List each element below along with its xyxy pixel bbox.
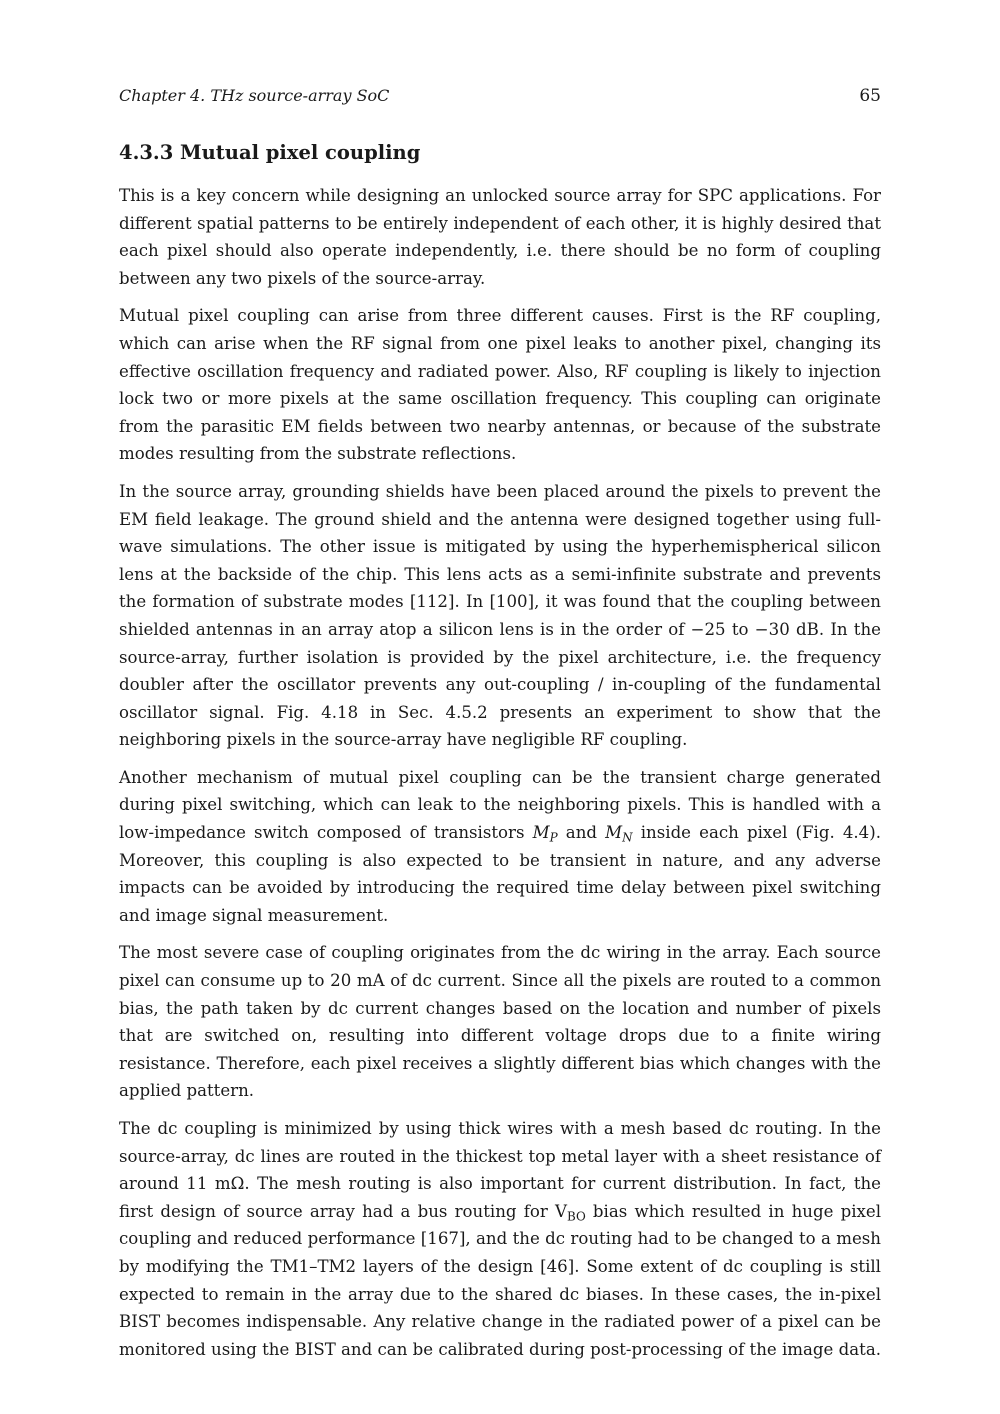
paragraph-4-text-b: and bbox=[557, 823, 606, 843]
transistor-mp-subscript: P bbox=[549, 830, 558, 845]
transistor-mn-symbol: M bbox=[605, 823, 623, 843]
paragraph-1: This is a key concern while designing an unlocked source array for SPC applications. For different spatial patterns to be entirely independent of each other, it is highly desired that each pixel should also operate independently, i.e. there should be no form of coupling between any two pixels of the source-array. bbox=[119, 186, 881, 288]
paragraph-4-text-a: Another mechanism of mutual pixel coupling can be the transient charge generated during pixel switching, which can leak to the neighboring pixels. This is handled with a low-impedance switch composed of transistors bbox=[119, 767, 881, 843]
pixel-current-value: 20 mA bbox=[330, 971, 385, 991]
paragraph-3-text-c: . In the source-array, further isolation is provided by the pixel architecture, i.e. the frequency doubler after the oscillator prevents any out-coupling / in-coupling of the fundamental oscillator signal. Fig. 4.18 in Sec. 4.5.2 presents an experiment to show that the neighboring pixels in the source-array have negligible RF coupling. bbox=[119, 619, 881, 750]
section-heading bbox=[119, 141, 420, 164]
paragraph-6-text-a: The dc coupling is minimized by using thick wires with a mesh based dc routing. In the source-array, dc lines are routed in the thickest top metal layer with a sheet resistance of around bbox=[119, 1119, 881, 1194]
section-title: Mutual pixel coupling bbox=[180, 141, 421, 164]
paragraph-5 bbox=[119, 939, 881, 1105]
paragraph-3-text-b: to bbox=[725, 619, 755, 639]
coupling-upper-value: −30 dB bbox=[754, 619, 819, 639]
paragraph-4 bbox=[119, 764, 881, 930]
transistor-mn-subscript: N bbox=[622, 830, 633, 845]
sheet-resistance-value: 11 mΩ bbox=[186, 1174, 245, 1194]
transistor-mp-symbol: M bbox=[532, 823, 550, 843]
vbo-subscript: BO bbox=[566, 1209, 586, 1224]
paragraph-3-text-a: In the source array, grounding shields have been placed around the pixels to prevent the EM field leakage. The ground shield and the antenna were designed together using full-wave simulations. The other issue is mitigated by using the hyperhemispherical silicon lens at the backside of the chip. This lens acts as a semi-infinite substrate and prevents the formation of substrate modes [112]. In [100], it was found that the coupling between shielded antennas in an array atop a silicon lens is in the order of bbox=[119, 481, 881, 639]
paragraph-6-text-b: . The mesh routing is also important for current distribution. In fact, the first design of source array had a bus routing for V bbox=[119, 1174, 881, 1221]
section-number: 4.3.3 bbox=[119, 141, 174, 164]
paragraph-6 bbox=[119, 1115, 881, 1363]
paragraph-3 bbox=[119, 478, 881, 754]
transistor-mp bbox=[532, 823, 558, 845]
chapter-title: Chapter 4. THz source-array SoC bbox=[119, 86, 390, 105]
body-text bbox=[119, 182, 881, 1373]
paragraph-5-text-a: The most severe case of coupling originates from the dc wiring in the array. Each source pixel can consume up to bbox=[119, 943, 881, 991]
paragraph-5-text-b: of dc current. Since all the pixels are routed to a common bias, the path taken by dc current changes based on the location and number of pixels that are switched on, resulting into different voltage drops due to a finite wiring resistance. Therefore, each pixel receives a slightly different bias which changes with the applied pattern. bbox=[119, 971, 882, 1101]
paragraph-2: Mutual pixel coupling can arise from three different causes. First is the RF coupling, which can arise when the RF signal from one pixel leaks to another pixel, changing its effective oscillation frequency and radiated power. Also, RF coupling is likely to injection lock two or more pixels at the same oscillation frequency. This coupling can originate from the parasitic EM fields between two nearby antennas, or because of the substrate modes resulting from the substrate reflections. bbox=[119, 306, 881, 464]
page-number: 65 bbox=[859, 86, 881, 106]
running-header bbox=[119, 86, 881, 114]
transistor-mn bbox=[605, 823, 633, 845]
paragraph-6-text-c: bias which resulted in huge pixel coupling and reduced performance [167], and the dc routing had to be changed to a mesh by modifying the TM1–TM2 layers of the design [46]. Some extent of dc coupling is still expected to remain in the array due to the shared dc biases. In these cases, the in-pixel BIST becomes indispensable. Any relative change in the radiated power of a pixel can be monitored using the BIST and can be calibrated during post-processing of the image data. bbox=[119, 1201, 882, 1359]
paragraph-4-text-c: inside each pixel (Fig. 4.4). Moreover, this coupling is also expected to be transient in nature, and any adverse impacts can be avoided by introducing the required time delay between pixel switching and image signal measurement. bbox=[119, 823, 881, 925]
coupling-lower-value: −25 bbox=[690, 619, 726, 639]
